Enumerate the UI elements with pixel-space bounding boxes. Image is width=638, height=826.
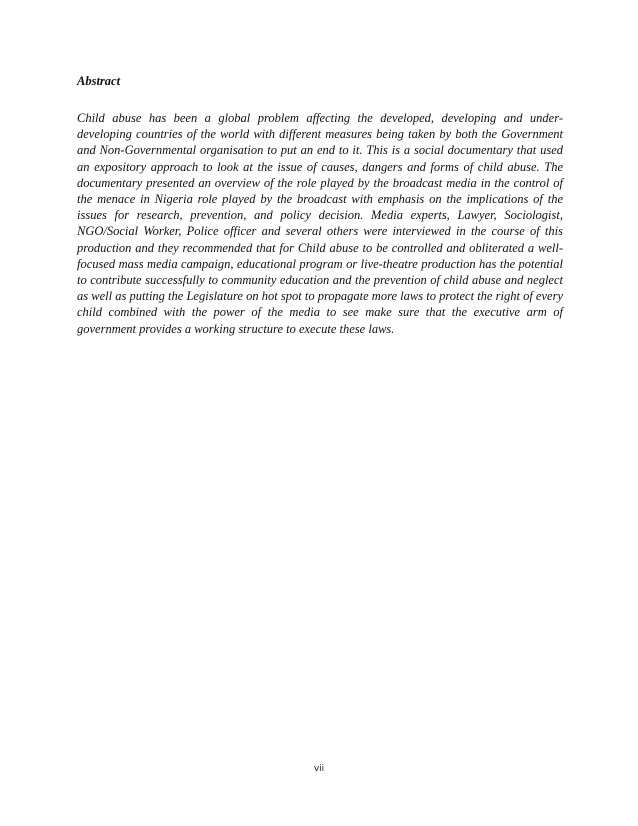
abstract-heading: Abstract [77,74,121,88]
page-number: vii [313,764,325,774]
abstract-paragraph: Child abuse has been a global problem affecting the developed, developing and under-developing countries of the world with different measures being taken by both the Government and Non-Governmental organisation to put an end to it. This is a social documentary that used an expository approach to look at the issue of causes, dangers and forms of child abuse. The documentary presented an overview of the role played by the broadcast media in the control of the menace in Nigeria role played by the broadcast with emphasis on the implications of the issues for research, prevention, and policy decision. Media experts, Lawyer, Sociologist, NGO/Social Worker, Police officer and several others were interviewed in the course of this production and they recommended that for Child abuse to be controlled and obliterated a well-focused mass media campaign, educational program or live-theatre production has the potential to contribute successfully to community education and the prevention of child abuse and neglect as well as putting the Legislature on hot spot to propagate more laws to protect the right of every child combined with the power of the media to see make sure that the executive arm of government provides a working structure to execute these laws. [77,111,563,336]
